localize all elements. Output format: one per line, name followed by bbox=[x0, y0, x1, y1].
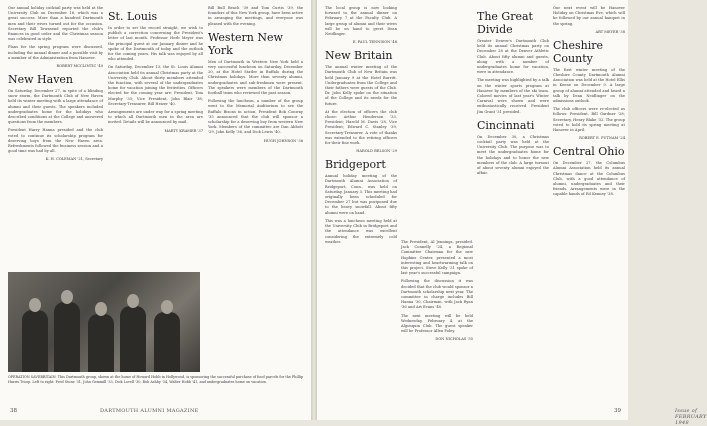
club-news-paragraph: The first winter meeting of the Cheshire County Dartmouth Alumni Association was held at the Hotel Ellis in Keene on December 9. A large group of alumni attended and heard a talk by Dean Neidlinger on the admissions outlook. bbox=[553, 67, 625, 104]
section-heading-western-new-york: Western New York bbox=[208, 30, 283, 57]
club-news-paragraph: The club officers were re-elected as follows: President, Bill Gardner '28; Secretary, Henry Blake '32. The group voted to hold its spring meeting at Hanover in April. bbox=[553, 107, 625, 133]
club-news-paragraph: In order to set the record straight, we wish to publish a correction concerning the President's letter of last month. Professor Herb Meyer was the principal guest at our January dinner and he spoke of the Dartmouth of today and the outlook for the coming years. His talk was enjoyed by all who attended. bbox=[108, 26, 203, 62]
section-heading-new-haven: New Haven bbox=[8, 73, 74, 87]
club-news-paragraph: On Saturday, December 13, the St. Louis Alumni Association held its annual Christmas party at the University Club. About thirty members attended the function, with several of the undergraduates home for vacation joining the festivities. Officers elected for the coming year are: President, Tom Murphy '33; Vice President, John Blair '38; Secretary-Treasurer, Bill Heizer '40. bbox=[108, 65, 203, 106]
signature: HAROLD BELSON '29 bbox=[356, 149, 397, 154]
signature: HUGH JOHNSON '36 bbox=[263, 138, 303, 143]
club-news-paragraph: The local group is now looking forward to the annual dinner on February 7 at the Faculty Club. A large group of alumni and their wives will be on hand to greet Dean Neidlinger. bbox=[325, 6, 397, 37]
signature: ROBERT MCCLINTIC '40 bbox=[56, 64, 103, 69]
signature: E. PAUL TENNISON '48 bbox=[352, 40, 397, 45]
club-news-paragraph: Men of Dartmouth in Western New York held a very successful luncheon on Saturday, December 20, at the Hotel Statler in Buffalo during the Christmas holidays. More than seventy alumni, undergraduates and sub-freshmen were present. The speakers were members of the Dartmouth football team who reviewed the past season. bbox=[208, 59, 303, 96]
section-heading-great-divide: The Great Divide bbox=[477, 10, 533, 36]
club-news-paragraph: Plans for the spring program were discussed, including the annual dinner and a possible visit by a member of the Administration from Hanover. bbox=[8, 45, 103, 60]
club-news-paragraph: Our annual holiday cocktail party was held at the University Club on December 16, which was a great success. More than a hundred Dartmouth men and their wives turned out for the occasion. Secretary Bill Townsend reported the club's finances in good order and the Christmas season was celebrated in style. bbox=[8, 6, 103, 42]
page-number-left: 38 bbox=[10, 408, 17, 414]
club-news-paragraph: At the election of officers the club chose: Arthur Henderson '33, President; Harold M. Davis '28, Vice President; Edward C. Stanley '39, Secretary-Treasurer. A vote of thanks was extended to the retiring officers for their fine work. bbox=[325, 109, 397, 146]
signature: DON NICHOLAS '35 bbox=[435, 337, 473, 342]
right-column-4 bbox=[553, 6, 625, 404]
club-news-paragraph: Arrangements are under way for a spring meeting to which all Dartmouth men in the area are invited. Details will be announced by mail. bbox=[108, 110, 203, 125]
right-column-1 bbox=[325, 6, 397, 404]
club-news-paragraph: Bill Bull Beach '39 and Tom Curtis '39, the founders of this New York group, have been active in arranging the meetings, and everyone was pleased with the evening. bbox=[208, 6, 303, 26]
left-page bbox=[0, 0, 311, 420]
signature: ROBERT E. PUTNAM '24 bbox=[579, 136, 625, 141]
section-heading-central-ohio: Central Ohio bbox=[553, 145, 625, 159]
signature: ART MEYER '38 bbox=[595, 29, 625, 34]
photo-caption: OPERATION SAVEBRITAIN: This Dartmouth group, shown at the home of Howard Hobb in Hollywood, is sponsoring the successful purchase of food parcels for the Phillip Harris Troop. Left to right: Fred Stone '31, John Gemmill '33, Dick Lovell '30, Bob Ashby '34, Walter Hobb '41, and undergraduates home on vacation. bbox=[8, 375, 303, 384]
section-heading-bridgeport: Bridgeport bbox=[325, 158, 386, 172]
club-news-paragraph: Greater Denver's Dartmouth Club held its annual Christmas party on December 28 at the Denver Athletic Club. About fifty alumni and guests, along with a number of undergraduates home for vacation, were in attendance. bbox=[477, 39, 549, 75]
club-news-paragraph: The President, Al Jennings, presided. Jack Connelly '24, a Regional Committee Chairman for the new Hopkins Center, presented a most interesting and heartwarming talk on this project. Steve Kelly '31 spoke of last year's successful campaign. bbox=[401, 240, 473, 276]
page-number-right: 39 bbox=[614, 408, 621, 414]
club-news-paragraph: The meeting was highlighted by a talk on the winter sports program at Hanover by members of the ski team. Colored movies of last year's Winter Carnival were shown and were enthusiastically received. President Jim Grant '31 presided. bbox=[477, 78, 549, 114]
club-news-paragraph: On December 30, a Christmas cocktail party was held at the University Club. The purpose was to meet the undergraduates home for the holidays and to honor the new members of the club. A large turnout of about seventy alumni enjoyed the affair. bbox=[477, 134, 549, 176]
right-page bbox=[317, 0, 707, 426]
club-news-paragraph: President Harry Hanna presided and the club voted to continue its scholarship program for deserving boys from the New Haven area. Refreshments followed the business session and a good time was had by all. bbox=[8, 128, 103, 154]
club-news-paragraph: On Saturday, December 27, in spite of a blinding snow storm, the Dartmouth Club of New Haven held its winter meeting with a large attendance of alumni and their guests. The speakers included undergraduates home for the holidays who described conditions at the College and answered questions from the members. bbox=[8, 89, 103, 125]
left-column-2 bbox=[108, 6, 203, 270]
signature: K. H. COLEMAN '21, Secretary bbox=[45, 157, 103, 162]
right-column-2 bbox=[401, 240, 473, 404]
club-news-paragraph: This was a luncheon meeting held at the University Club in Bridgeport and the attendance was excellent considering the extremely cold weather. bbox=[325, 218, 397, 244]
club-news-paragraph: On December 27, the Columbus Alumni Association held its annual Christmas dance at the Columbus Club, with a good attendance of alumni, undergraduates and their friends. Arrangements were in the capable hands of Ed Kenney '38. bbox=[553, 161, 625, 197]
signature: MARTY KRAMER '37 bbox=[164, 128, 203, 133]
section-heading-new-britain: New Britain bbox=[325, 49, 393, 63]
page-footer-right: Issue of FEBRUARY 1948 bbox=[675, 408, 707, 426]
left-column-3 bbox=[208, 6, 303, 370]
club-news-paragraph: Annual holiday meeting of the Dartmouth Alumni Association of Bridgeport, Conn., was held on Saturday, January 3. This meeting had originally been scheduled for December 27 but was postponed due to the heavy snowfall. About fifty alumni were on hand. bbox=[325, 174, 397, 215]
club-news-paragraph: Following the discussion it was decided that the club would sponsor a Dartmouth scholarship next year. The committee in charge includes Bill Hanna '30, Chairman, with Jack Ryan '36 and Art Evans '40. bbox=[401, 279, 473, 310]
right-column-3 bbox=[477, 6, 549, 404]
club-news-paragraph: The next meeting will be held Wednesday, February 4, at the Algonquin Club. The guest speaker will be Professor Allen Foley. bbox=[401, 313, 473, 334]
page-footer-left: DARTMOUTH ALUMNI MAGAZINE bbox=[100, 408, 199, 414]
section-heading-st-louis: St. Louis bbox=[108, 10, 158, 23]
group-photo bbox=[8, 272, 200, 372]
club-news-paragraph: Our next event will be Hanover Holiday on Christmas Eve, which will be followed by our annual banquet in the spring. bbox=[553, 6, 625, 26]
club-news-paragraph: The annual winter meeting of the Dartmouth Club of New Britain was held January 9 at the Hotel Burritt. Undergraduates from the College and their fathers were guests of the Club. Dr. John Kelly spoke on the situation of the College and its needs for the future. bbox=[325, 65, 397, 106]
club-news-paragraph: Following the luncheon, a number of the group went to the Memorial Auditorium to see the Buffalo Bisons in action. President Bob Conway '35 announced that the club will sponsor a scholarship for a deserving boy from western New York. Members of the committee are Dan Abbott '29, John Kelly '36, and Dick Lewis '40. bbox=[208, 99, 303, 135]
section-heading-cincinnati: Cincinnati bbox=[477, 118, 535, 132]
section-heading-cheshire-county: Cheshire County bbox=[553, 38, 604, 65]
